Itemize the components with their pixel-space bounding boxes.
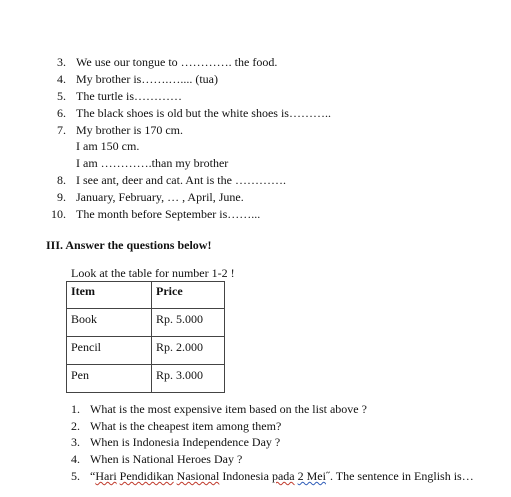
table-cell-item: Book	[67, 309, 152, 337]
word-2-mei: 2 Mei	[297, 469, 326, 483]
item-number: 7.	[57, 123, 66, 137]
question-text: What is the most expensive item based on the list above ?	[90, 402, 367, 416]
table-cell-price: Rp. 2.000	[152, 337, 225, 365]
item-number: 8.	[57, 173, 66, 187]
question-text	[90, 469, 474, 483]
item-text: January, February, … , April, June.	[76, 190, 244, 204]
table-cell-price: Rp. 5.000	[152, 309, 225, 337]
item-text: I see ant, deer and cat. Ant is the ………….	[76, 173, 286, 187]
table-row	[67, 337, 225, 365]
item-text: My brother is…….….... (tua)	[76, 72, 218, 86]
table-cell-item: Pen	[67, 365, 152, 393]
word-indonesia: Indonesia	[222, 469, 269, 483]
question-number: 4.	[71, 452, 80, 466]
item-text: I am ………….than my brother	[76, 156, 229, 170]
table-row	[67, 309, 225, 337]
item-text: The month before September is……...	[76, 207, 261, 221]
item-text: The black shoes is old but the white shoes is………..	[76, 106, 331, 120]
question-number: 5.	[71, 469, 80, 483]
question-number: 1.	[71, 402, 80, 416]
question-number: 2.	[71, 419, 80, 433]
item-text: The turtle is…………	[76, 89, 182, 103]
item-number: 9.	[57, 190, 66, 204]
item-text: I am 150 cm.	[76, 139, 140, 153]
question-rest: ˝. The sentence in English is…	[325, 469, 474, 483]
item-number: 6.	[57, 106, 66, 120]
column-header-item: Item	[67, 282, 152, 309]
table-header-row	[67, 282, 225, 309]
word-pendidikan: Pendidikan	[119, 469, 174, 483]
price-table	[66, 281, 225, 393]
open-quote: “	[90, 469, 96, 483]
question-text: What is the cheapest item among them?	[90, 419, 282, 433]
item-number: 5.	[57, 89, 66, 103]
column-header-price: Price	[152, 282, 225, 309]
table-row	[67, 365, 225, 393]
item-number: 10.	[51, 207, 66, 221]
section-heading: III. Answer the questions below!	[46, 238, 212, 252]
word-hari: Hari	[95, 469, 117, 483]
item-number: 4.	[57, 72, 66, 86]
word-nasional: Nasional	[176, 469, 220, 483]
item-text: My brother is 170 cm.	[76, 123, 183, 137]
table-cell-item: Pencil	[67, 337, 152, 365]
question-text: When is Indonesia Independence Day ?	[90, 435, 281, 449]
table-cell-price: Rp. 3.000	[152, 365, 225, 393]
question-text: When is National Heroes Day ?	[90, 452, 243, 466]
question-number: 3.	[71, 435, 80, 449]
item-number: 3.	[57, 55, 66, 69]
table-intro: Look at the table for number 1-2 !	[71, 266, 235, 280]
item-text: We use our tongue to …………. the food.	[76, 55, 278, 69]
word-pada: pada	[271, 469, 295, 483]
